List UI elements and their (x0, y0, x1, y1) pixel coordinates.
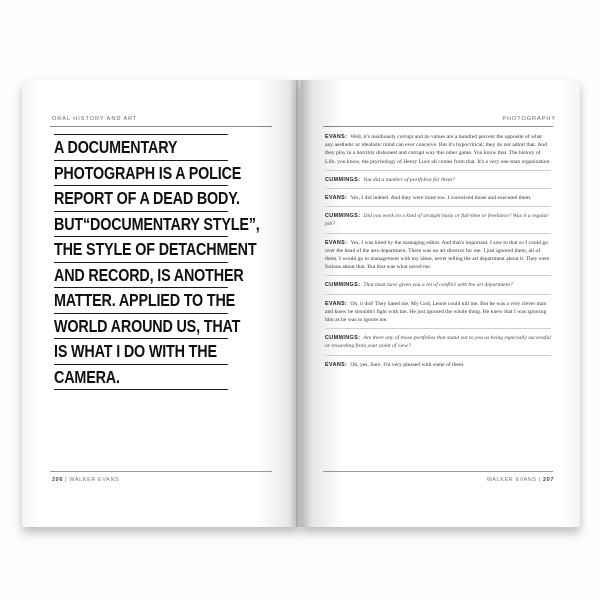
header-rule-left (50, 126, 272, 127)
quote-line: THE STYLE OF DETACHMENT (54, 237, 228, 263)
paragraph-text: Did you work on a kind of straight basis or full-time or freelance? Was it a regular job? (325, 213, 549, 228)
interview-paragraph (325, 176, 551, 189)
quote-line: A DOCUMENTARY (54, 134, 228, 161)
open-book (22, 80, 580, 527)
interview-paragraph (325, 300, 551, 330)
quote-line: IS WHAT I DO WITH THE (54, 339, 228, 365)
speaker-label: CUMMINGS: (325, 176, 361, 183)
speaker-label: EVANS: (325, 239, 348, 246)
page-number-left: 206 (52, 477, 63, 483)
quote-line: AND RECORD, IS ANOTHER (54, 263, 228, 289)
interview-paragraph (325, 212, 551, 233)
quote-line: PHOTOGRAPH IS A POLICE (54, 161, 228, 187)
folio-author-right: WALKER EVANS (486, 477, 537, 483)
paragraph-text: That must have given you a lot of conflict with the art department? (363, 282, 513, 289)
speaker-label: CUMMINGS: (325, 282, 361, 289)
footer-rule-right (323, 471, 553, 472)
quote-line: CAMERA. (54, 365, 228, 391)
speaker-label: CUMMINGS: (325, 213, 361, 220)
paragraph-text: You did a number of portfolios for them? (363, 176, 455, 183)
interview-paragraph (325, 334, 551, 355)
quote-line: BUT“DOCUMENTARY STYLE”, (54, 212, 228, 238)
interview-paragraph (325, 133, 551, 171)
quote-line: WORLD AROUND US, THAT (54, 314, 228, 340)
folio-separator: | (65, 477, 68, 483)
folio-left (52, 477, 119, 483)
header-rule-right (323, 126, 553, 127)
speaker-label: EVANS: (325, 195, 348, 202)
quote-line: MATTER. APPLIED TO THE (54, 288, 228, 314)
interview-paragraph (325, 361, 551, 373)
paragraph-text: Yes, I did indeed. And they were mine too. I conceived those and executed them. (350, 195, 532, 202)
paragraph-text: Well, it's insidiously corrupt and its values are a hundred percent the opposite of what any aesthetic or idealistic mind can ever conceive. But it's hypocritical; they do not admit that. And they play in a horribly dishonest and corrupt way this other game. You know that. The history of Life, you know, the psychology of Henry Luce all comes from that. It's a very one-man organization. (325, 134, 551, 165)
folio-right (487, 477, 554, 483)
quote-line: REPORT OF A DEAD BODY. (54, 186, 228, 212)
speaker-label: EVANS: (325, 134, 348, 140)
right-page (301, 80, 580, 527)
footer-rule-left (50, 471, 272, 472)
interview-paragraph (325, 281, 551, 294)
interview-paragraph (325, 194, 551, 207)
pull-quote (54, 134, 266, 390)
interview-paragraph (325, 239, 551, 277)
speaker-label: EVANS: (325, 361, 348, 368)
paragraph-text: Are there any of those portfolios that stand out to you as being especially successful or rewarding from your point of view? (325, 335, 551, 350)
paragraph-text: Oh, it did! They hated me. My God, Leone could kill me. But he was a very clever man and knew he shouldn't fight with me. He just ignored the whole thing. He knew that I was ignoring him as he was to ignore me. (325, 300, 547, 324)
page-number-right: 207 (543, 477, 554, 483)
speaker-label: CUMMINGS: (325, 335, 361, 342)
folio-author-left: WALKER EVANS (69, 477, 120, 483)
running-head-left: ORAL HISTORY AND ART (52, 116, 138, 122)
speaker-label: EVANS: (325, 300, 348, 307)
interview-text (325, 133, 551, 378)
paragraph-text: Yes, I was hired by the managing editor. And that's important. I saw to that so I could go over the head of the arts department. There was no art director for me. I just ignored them, all of them. I would go to management with my ideas, never telling the art department about it. They were furious about that. But that was what saved me. (325, 239, 550, 271)
running-head-right: PHOTOGRAPHY (502, 116, 556, 122)
folio-separator: | (538, 477, 541, 483)
left-page (22, 80, 299, 527)
paragraph-text: Oh, yes. Sure. I'm very pleased with some of them. (350, 361, 465, 368)
